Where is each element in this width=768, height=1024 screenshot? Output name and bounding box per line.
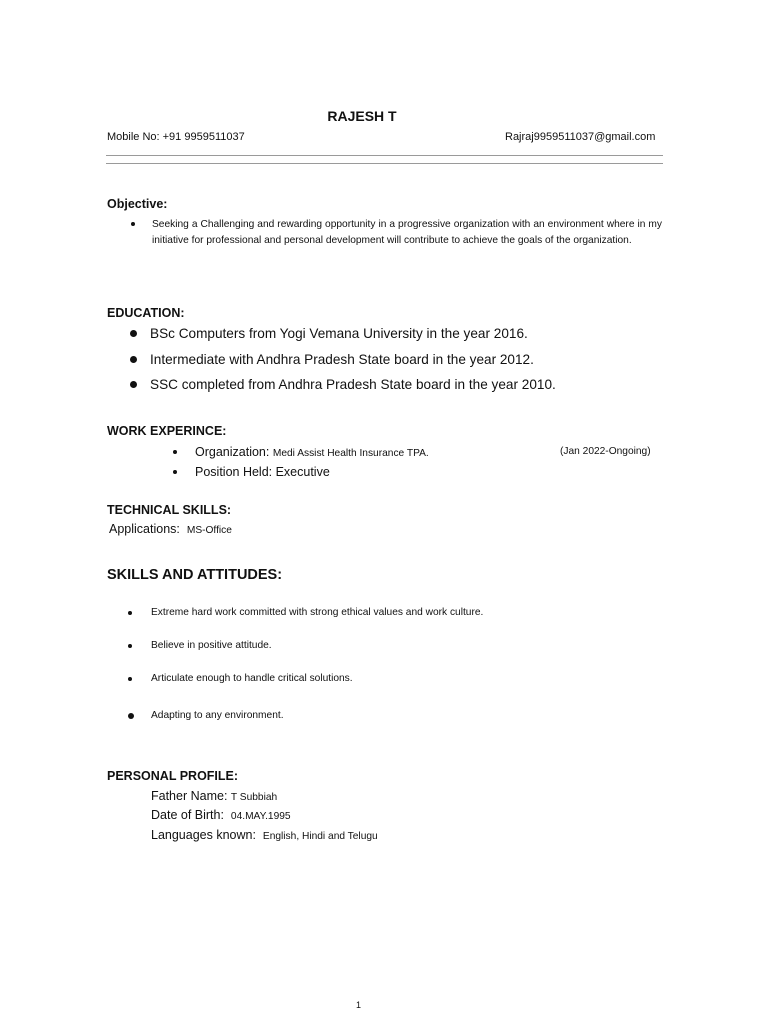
- position-held: Position Held: Executive: [195, 465, 330, 479]
- technical-heading: TECHNICAL SKILLS:: [107, 503, 232, 517]
- languages-line: [151, 828, 378, 842]
- bullet-icon: [128, 713, 134, 719]
- bullet-icon: [128, 677, 132, 681]
- list-item: Articulate enough to handle critical solutions.: [128, 672, 483, 709]
- languages-label: Languages known:: [151, 828, 256, 842]
- education-list: [130, 325, 556, 402]
- candidate-name: RAJESH T: [327, 108, 397, 124]
- father-name-label: Father Name:: [151, 789, 228, 803]
- education-heading: EDUCATION:: [107, 306, 185, 320]
- list-item: Believe in positive attitude.: [128, 639, 483, 672]
- list-item: Adapting to any environment.: [128, 709, 483, 723]
- bullet-icon: [173, 470, 177, 474]
- objective-text: Seeking a Challenging and rewarding opportunity in a progressive organization with an environment where in my initiative for professional and personal development will contribute to achieve the goals of the organization.: [152, 219, 662, 246]
- mobile-number: Mobile No: +91 9959511037: [107, 131, 245, 143]
- work-period: (Jan 2022-Ongoing): [560, 446, 651, 457]
- list-item: Intermediate with Andhra Pradesh State board in the year 2012.: [130, 351, 556, 377]
- email-address: Rajraj9959511037@gmail.com: [505, 131, 656, 143]
- list-item: [173, 464, 429, 484]
- bullet-icon: [130, 356, 137, 363]
- objective-heading: Objective:: [107, 197, 168, 211]
- bullet-icon: [173, 450, 177, 454]
- header-rule-bottom: [106, 163, 663, 164]
- list-item: Extreme hard work committed with strong ethical values and work culture.: [128, 606, 483, 639]
- languages-value: English, Hindi and Telugu: [262, 831, 378, 842]
- work-heading: WORK EXPERINCE:: [107, 424, 227, 438]
- skills-heading: SKILLS AND ATTITUDES:: [107, 567, 283, 583]
- organization-label: Organization:: [195, 445, 270, 459]
- bullet-icon: [130, 330, 137, 337]
- list-item: BSc Computers from Yogi Vemana University in the year 2016.: [130, 325, 556, 351]
- technical-line: [109, 522, 232, 536]
- dob-label: Date of Birth:: [151, 808, 224, 822]
- bullet-icon: [128, 644, 132, 648]
- applications-value: MS-Office: [186, 525, 232, 536]
- applications-label: Applications:: [109, 522, 180, 536]
- list-item: SSC completed from Andhra Pradesh State board in the year 2010.: [130, 376, 556, 402]
- bullet-icon: [130, 381, 137, 388]
- dob-line: [151, 808, 291, 822]
- bullet-icon: [128, 611, 132, 615]
- page-number: 1: [356, 1000, 362, 1010]
- list-item: [173, 444, 429, 464]
- organization-value: Medi Assist Health Insurance TPA.: [272, 448, 429, 459]
- work-list: [173, 444, 429, 484]
- objective-bullet-icon: [131, 222, 135, 226]
- skills-list: [128, 606, 483, 723]
- profile-heading: PERSONAL PROFILE:: [107, 769, 239, 783]
- father-name-value: T Subbiah: [230, 792, 278, 803]
- dob-value: 04.MAY.1995: [230, 811, 291, 822]
- father-name-line: [151, 789, 277, 803]
- header-rule-top: [106, 155, 663, 156]
